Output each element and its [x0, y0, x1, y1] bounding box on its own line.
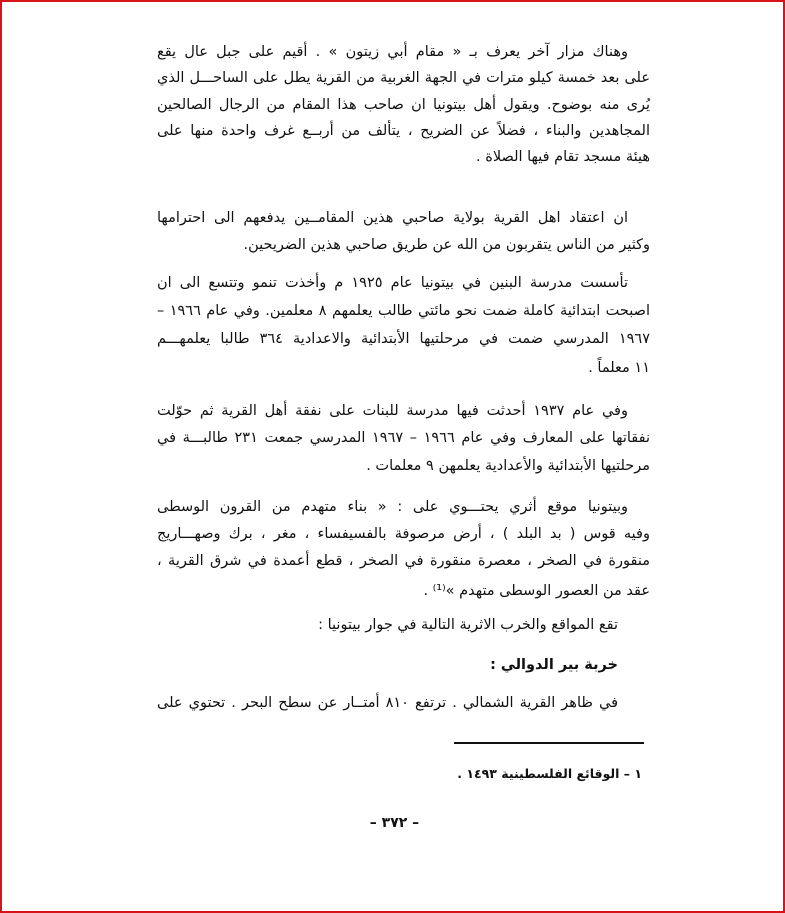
text-line: عقد من العصور الوسطى متهدم »⁽¹⁾ . — [423, 583, 650, 599]
text-line: وفيه قوس ( بد البلد ) ، أرض مرصوفة بالفسيفساء ، مغر ، برك وصهـــاريج — [157, 526, 650, 542]
text-line: ان اعتقاد اهل القرية بولاية صاحبي هذين المقامــين يدفعهم الى احترامها — [157, 210, 628, 226]
text-line: منقورة في الصخر ، معصرة منقورة في الصخر ، قطع أعمدة في شرق القرية ، — [157, 553, 650, 569]
text-line: وهناك مزار آخر يعرف بـ « مقام أبي زيتون » . أقيم على جبل عال يقع — [157, 44, 628, 60]
section-heading: خربة بير الدوالي : — [490, 657, 618, 673]
text-line: نفقاتها على المعارف وفي عام ١٩٦٦ – ١٩٦٧ المدرسي جمعت ٢٣١ طالبـــة في — [157, 430, 651, 446]
text-line: في ظاهر القرية الشمالي . ترتفع ٨١٠ أمتــار عن سطح البحر . تحتوي على — [157, 695, 618, 711]
text-line: ١١ معلماً . — [588, 360, 650, 376]
text-line: المجاهدين والبناء ، فضلاً عن الضريح ، يتألف من أربــع غرف واحدة منها على — [157, 123, 650, 139]
text-line: وكثير من الناس يتقربون من الله عن طريق صاحبي هذين الضريحين. — [243, 237, 650, 253]
text-line: تأسست مدرسة البنين في بيتونيا عام ١٩٢٥ م وأخذت تنمو وتتسع الى ان — [157, 275, 628, 291]
text-line: اصبحت ابتدائية كاملة ضمت نحو مائتي طالب يعلمهم ٨ معلمين. وفي عام ١٩٦٦ – — [157, 303, 650, 319]
text-line: ١٩٦٧ المدرسي ضمت في مرحلتيها الأبتدائية والاعدادية ٣٦٤ طالبا يعلمهـــم — [157, 331, 650, 347]
text-line: وفي عام ١٩٣٧ أحدثت فيها مدرسة للبنات على نفقة أهل القرية ثم حوّلت — [157, 403, 628, 419]
text-line: يُرى منه بوضوح. ويقول أهل بيتونيا ان صاحب هذا المقام من الرجال الصالحين — [157, 97, 650, 113]
text-line: على بعد خمسة كيلو مترات في الجهة الغربية من القرية يطل على الساحـــل الذي — [157, 70, 650, 86]
text-line: مرحلتيها الأبتدائية والأعدادية يعلمهن ٩ معلمات . — [366, 458, 650, 474]
footnote-divider — [454, 742, 644, 744]
footnote: ١ – الوقائع الفلسطينية ١٤٩٣ . — [457, 766, 642, 781]
page-number: – ٣٧٢ – — [369, 815, 420, 831]
text-line: تقع المواقع والخرب الاثرية التالية في جوار بيتونيا : — [318, 617, 618, 633]
text-line: وبيتونيا موقع أثري يحتـــوي على : « بناء متهدم من القرون الوسطى — [157, 499, 628, 515]
text-line: هيئة مسجد تقام فيها الصلاة . — [476, 149, 650, 165]
